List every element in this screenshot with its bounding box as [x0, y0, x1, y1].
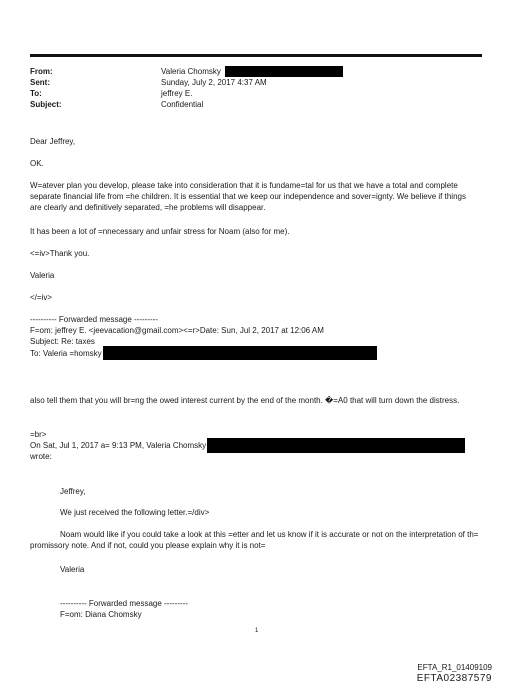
signoff: Valeria [30, 271, 55, 280]
greeting: Dear Jeffrey, [30, 137, 76, 146]
email-header [30, 66, 343, 110]
wrote-line: wrote: [30, 452, 52, 461]
forwarded-subject-line: Subject: Re: taxes [30, 337, 95, 346]
subject-value: Confidential [161, 100, 204, 109]
to-label: To: [30, 89, 42, 98]
on-date-line: On Sat, Jul 1, 2017 a= 9:13 PM, Valeria Chomsky [30, 441, 207, 450]
thanks-line: <=iv>Thank you. [30, 249, 90, 258]
from-value: Valeria Chomsky [161, 67, 221, 76]
body-paragraph-1: W=atever plan you develop, please take into consideration that it is fundame=tal for us that we have a total and complete separate financial life from =he children. It is essential that we keep our independence and sover=ignty. We believe if things are clearly and definitively separated, =he problems will disappear. [30, 181, 466, 212]
sent-value: Sunday, July 2, 2017 4:37 AM [161, 78, 267, 87]
body-paragraph-2: It has been a lot of =nnecessary and unfair stress for Noam (also for me). [30, 227, 290, 236]
forwarded-from-line: F=om: jeffrey E. <jeevacation@gmail.com><=r>Date: Sun, Jul 2, 2017 at 12:06 AM [30, 326, 324, 335]
subject-label: Subject: [30, 100, 62, 109]
header-rule [30, 54, 482, 57]
quoted-forwarded-from: F=om: Diana Chomsky [60, 610, 142, 619]
quoted-line-2: Noam would like if you could take a look at this =etter and let us know if it is accurate or not on the interpretation of th= promissory note. And if not, could you please explain why it is not= [30, 530, 479, 550]
reply-text: also tell them that you will br=ng the owed interest current by the end of the month. �=A0 that will turn down the distress. [30, 396, 460, 405]
quoted-forwarded-heading: ---------- Forwarded message --------- [60, 599, 188, 608]
quoted-greeting: Jeffrey, [60, 487, 86, 496]
efta-id-large: EFTA02387579 [416, 673, 492, 684]
to-value: jeffrey E. [161, 89, 193, 98]
forwarded-heading: ---------- Forwarded message --------- [30, 315, 158, 324]
br-line: =br> [30, 430, 47, 439]
page-number: 1 [255, 628, 259, 634]
ok-line: OK. [30, 159, 44, 168]
quoted-signoff: Valeria [60, 565, 85, 574]
close-div-line: </=iv> [30, 293, 53, 302]
efta-id-small: EFTA_R1_01409109 [417, 663, 492, 672]
from-label: From: [30, 67, 53, 76]
sent-label: Sent: [30, 78, 50, 87]
redaction-box [225, 66, 343, 77]
forwarded-to-row [30, 346, 476, 360]
forwarded-to-line: To: Valeria =homsky [30, 348, 102, 358]
redaction-box [103, 346, 377, 360]
quoted-line-1: We just received the following letter.=/div> [60, 508, 210, 517]
